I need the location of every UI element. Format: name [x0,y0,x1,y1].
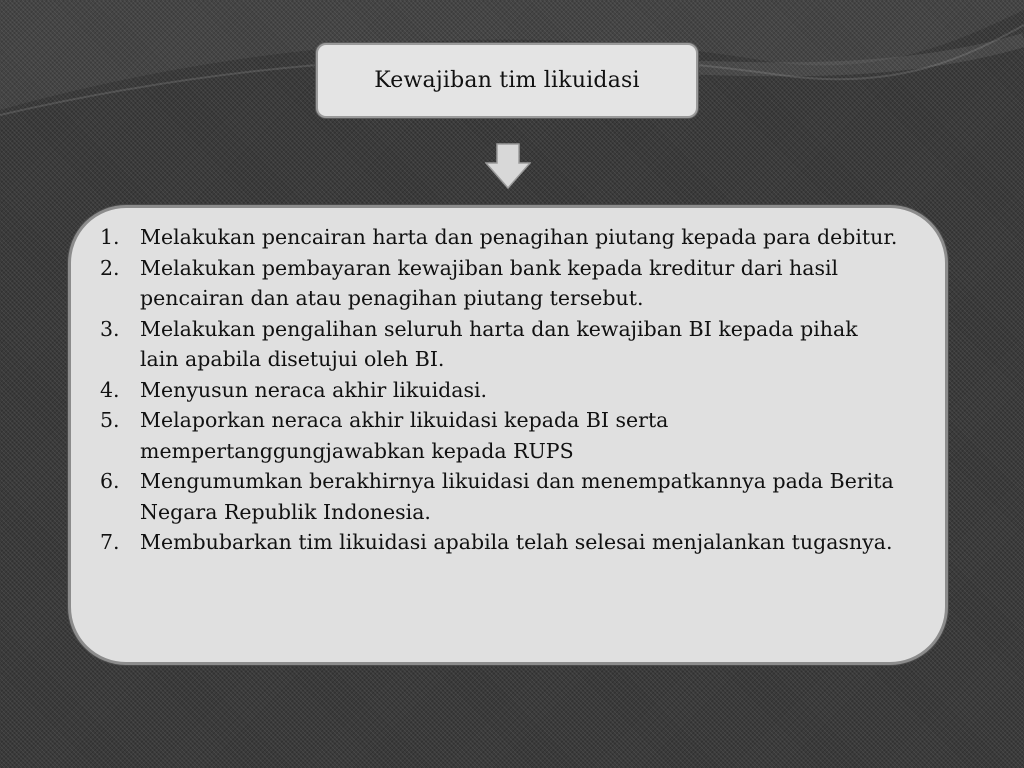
list-item [100,405,900,466]
list-item-text: Melaporkan neraca akhir likuidasi kepada BI serta mempertanggungjawabkan kepada RUPS [140,408,669,463]
list-item-number: 7. [100,530,120,554]
list-item-number: 3. [100,316,120,341]
list-item-number: 5. [100,408,120,432]
list-item-text: Melakukan pencairan harta dan penagihan piutang kepada para debitur. [140,225,898,249]
list-item [100,527,900,558]
list-item-text: Menyusun neraca akhir likuidasi. [140,377,488,402]
list-item [100,466,900,527]
list-item-text: Melakukan pengalihan seluruh harta dan kewajiban BI kepada pihak lain apabila disetujui oleh BI. [140,316,858,371]
list-item-number: 6. [100,469,120,493]
list-item-number: 4. [100,377,120,402]
list-item [100,375,900,406]
list-item [100,222,900,253]
list-item [100,314,900,375]
obligations-list [100,222,900,558]
list-item-number: 1. [100,225,120,249]
down-arrow-icon [485,143,531,189]
list-item-text: Membubarkan tim likuidasi apabila telah selesai menjalankan tugasnya. [140,530,893,554]
title-box [316,43,698,118]
slide-title: Kewajiban tim likuidasi [374,68,640,93]
list-item-number: 2. [100,255,120,280]
list-item-text: Melakukan pembayaran kewajiban bank kepada kreditur dari hasil pencairan dan atau penagihan piutang tersebut. [140,255,839,310]
list-item-text: Mengumumkan berakhirnya likuidasi dan menempatkannya pada Berita Negara Republik Indonesia. [140,469,894,524]
list-item [100,253,900,314]
